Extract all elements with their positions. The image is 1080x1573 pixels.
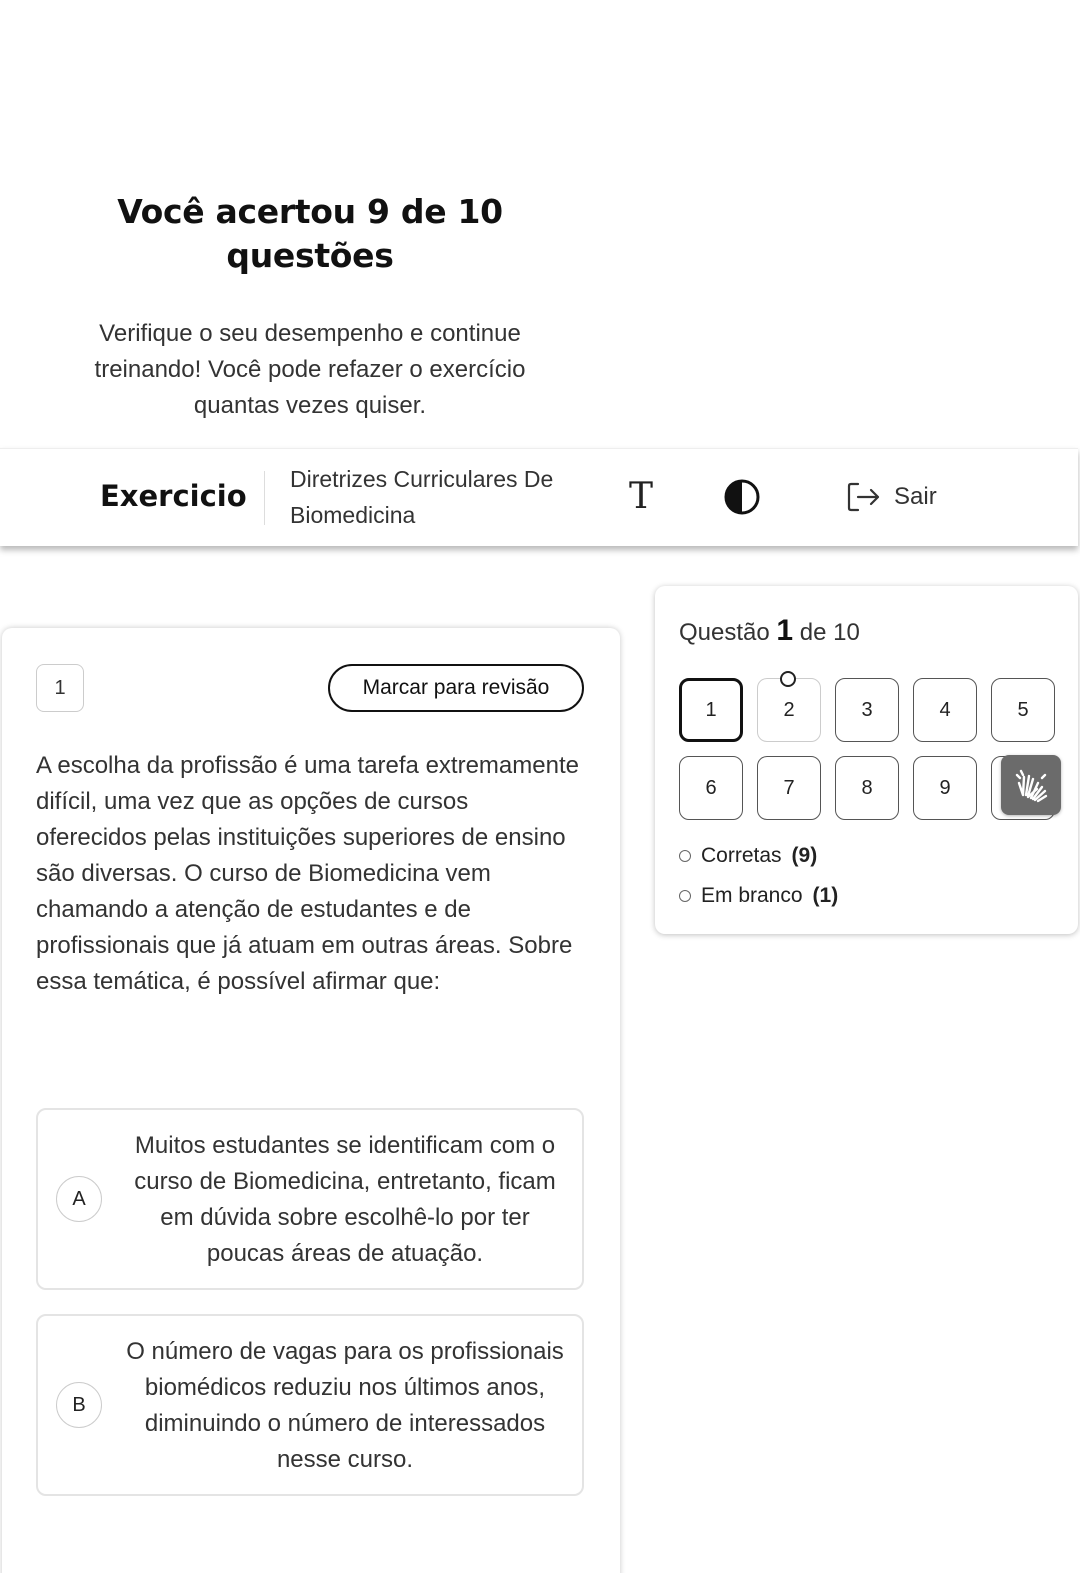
legend-blank — [679, 884, 838, 908]
result-summary — [60, 190, 560, 424]
exit-button[interactable] — [846, 477, 937, 517]
header-divider — [264, 471, 265, 525]
option-text: Muitos estudantes se identificam com o curso de Biomedicina, entretanto, ficam em dúvida sobre escolhê-lo por ter poucas áreas de atuação. — [134, 1132, 556, 1267]
header-title: Exercicio — [100, 479, 247, 513]
question-number: 1 — [36, 664, 84, 712]
question-nav-button[interactable]: 1 — [679, 678, 743, 742]
question-nav-button[interactable]: 8 — [835, 756, 899, 820]
question-nav-button[interactable]: 7 — [757, 756, 821, 820]
result-title: Você acertou 9 de 10 questões — [117, 192, 503, 275]
legend-correct — [679, 844, 817, 868]
legend-correct-label: Corretas — [701, 844, 782, 867]
header-subject: Diretrizes Curriculares De Biomedicina — [290, 466, 554, 528]
navigator-suffix: de 10 — [799, 619, 860, 646]
question-nav-button[interactable]: 5 — [991, 678, 1055, 742]
option-a[interactable] — [36, 1108, 584, 1290]
option-b[interactable] — [36, 1314, 584, 1496]
legend-blank-label: Em branco — [701, 884, 803, 907]
navigator-prefix: Questão — [679, 619, 770, 646]
result-subtitle: Verifique o seu desempenho e continue treinando! Você pode refazer o exercício quantas vezes quiser. — [94, 320, 526, 419]
contrast-icon[interactable] — [720, 475, 764, 519]
mark-review-button[interactable]: Marcar para revisão — [328, 664, 584, 712]
circle-icon — [679, 890, 691, 902]
exercise-header — [0, 448, 1078, 546]
option-text: O número de vagas para os profissionais biomédicos reduziu nos últimos anos, diminuindo o número de interessados nesse curso. — [126, 1338, 564, 1473]
circle-icon — [679, 850, 691, 862]
blank-marker-icon — [780, 671, 796, 687]
legend-correct-count: (9) — [791, 844, 818, 867]
question-statement: A escolha da profissão é uma tarefa extremamente difícil, uma vez que as opções de cursos oferecidos pelas instituições superiores de ensino são diversas. O curso de Biomedicina vem chamando a atenção de estudantes e de profissionais que já atuam em outras áreas. Sobre essa temática, é possível afirmar que: — [36, 752, 579, 995]
option-letter: B — [56, 1382, 102, 1428]
question-nav-button[interactable]: 6 — [679, 756, 743, 820]
question-card — [2, 628, 620, 1573]
navigator-current: 1 — [776, 614, 794, 647]
font-size-icon[interactable]: T — [628, 475, 653, 517]
question-nav-button[interactable]: 3 — [835, 678, 899, 742]
question-nav-button[interactable]: 4 — [913, 678, 977, 742]
legend-blank-count: (1) — [812, 884, 839, 907]
logout-icon — [846, 481, 882, 513]
exit-label: Sair — [894, 483, 937, 510]
question-nav-button[interactable]: 2 — [757, 678, 821, 742]
sign-language-icon[interactable] — [1001, 755, 1061, 815]
navigator-heading — [679, 614, 860, 648]
question-nav-button[interactable]: 9 — [913, 756, 977, 820]
option-letter: A — [56, 1176, 102, 1222]
